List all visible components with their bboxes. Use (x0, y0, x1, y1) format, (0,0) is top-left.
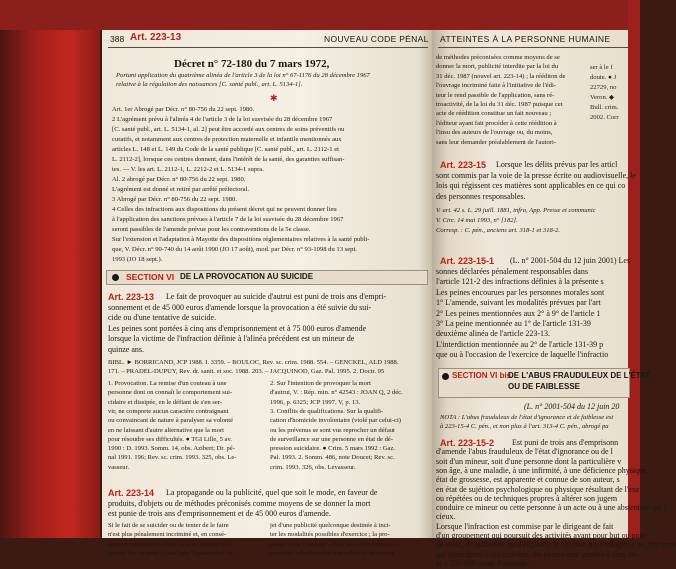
reference-line: V. Circ. 14 mai 1993, n° [182]. (436, 217, 518, 224)
right-page (432, 30, 676, 568)
annotation-line: en ne laissant d'autre alternative que la mort (108, 426, 224, 434)
annotation-line: personne dont on connaît le comportement sui- (108, 389, 233, 397)
right-top-line: 31 déc. 1987 (nouvel art. 223-14) ; la rééditon de (436, 72, 566, 80)
book-cover-edge-right (628, 0, 640, 538)
section-vi-bis-title-line: OU DE FAIBLESSE (508, 382, 581, 391)
footnote-line: lement que ce droit puisse faire légalement l'ob- (108, 549, 235, 557)
footnote-line: Si le fait de se suicider ou de tenter de le faire (108, 522, 229, 529)
annotation-line: ou convaincant de nature à paralyser sa volonté (108, 417, 234, 425)
art-223-15-1-intro: (L. n° 2001-504 du 12 juin 2001) Les (510, 256, 631, 265)
decree-title: Décret n° 72-180 du 7 mars 1972, (174, 58, 330, 70)
art-223-15-1-line: 1° L'amende, suivant les modalités prévues par l'art (436, 298, 601, 308)
decree-body-line: 2 L'agrément prévu à l'alinéa 4 de l'article 3 de la loi susvisée du 28 décembre 1967 (112, 116, 333, 123)
art-223-15-2-ref: Art. 223-15-2 (440, 438, 495, 448)
decree-body-line: Sur l'extension et l'adaptation à Mayotte des dispositions réglementaires relatives à la santé publi- (112, 236, 370, 243)
art-223-15-1-line: l'article 121-2 des infractions définies à la présente s (436, 277, 604, 287)
red-star-icon: ✱ (270, 93, 278, 103)
art-223-14-line: produits, d'objets ou de méthodes préconisés comme moyens de se donner la mort (108, 498, 371, 508)
annotation-line: 2. Sur l'intention de provoquer la mort (270, 380, 371, 387)
footnote-line: jet d'une publicité quelconque destinée à inci- (270, 522, 391, 529)
right-top-line: l'ouvrage incriminé faite à l'initiative de l'édi- (436, 82, 557, 90)
margin-note: Veron. ◆ (590, 94, 615, 101)
art-223-15-1-line: que ou à l'occasion de l'exercice de laquelle l'infractio (436, 350, 609, 360)
decree-body-line: Art. 1er Abrogé par Décr. n° 80-756 du 22 sept. 1980. (112, 106, 255, 113)
right-top-line: teur le rend passible de l'application, sans ré- (436, 91, 555, 99)
art-223-15-line: sont commis par la voie de la presse écrite ou audiovisuelle, le (436, 170, 636, 180)
art-223-14-line: La propagande ou la publicité, quel que soit le mode, en faveur de (166, 488, 378, 497)
decree-body-line: à l'application des sanctions prévues à l'article 7 de la loi susvisée du 28 décembre 1967 (112, 216, 344, 223)
art-223-15-1-line: sonnes déclarées pénalement responsables dans (436, 267, 588, 276)
art-223-13-line: cide ou d'une tentative de suicide. (108, 313, 217, 322)
annotation-line: de surveillance sur une personne en état de dé- (270, 435, 394, 443)
bibliography-line: 171. – PRADEL-DUPUY, Rev. dr. sanit. et soc. 1988. 203. – JACQUINOD, Gaz. Pal. 1995. 2. Doctr. 95 (108, 368, 385, 375)
decree-body-line: articles L. 148 et L. 149 du Code de la santé publique [C. santé publ., art. L. 2112-1 et (112, 146, 340, 153)
nota-line: à 223-15-4 C. pén., et non plus à l'art. 313-4 C. pén., abrogé pa (440, 423, 609, 430)
margin-note: 22729, no (590, 84, 617, 91)
art-223-15-2-line: d'un groupement qui poursuit des activités ayant pour but ou pour (436, 531, 647, 540)
art-223-15-2-line: et à 750 000 euros d'amende. (436, 558, 529, 568)
nota-line: NOTA : L'abus frauduleux de l'état d'ignorance et de faiblesse est (440, 414, 614, 421)
left-page (102, 30, 432, 557)
reference-line: V. art. 42 s. L. 29 juill. 1881, infra, App. Presse et communic (436, 207, 596, 214)
art-223-15-2-line: en état de sujétion psychologique ou physique résultant de l'exe (436, 484, 640, 494)
annotation-line: 1996, p. 6325; JCP 1997. V, p. 13. (270, 398, 361, 406)
section-title: DE LA PROVOCATION AU SUICIDE (180, 272, 314, 281)
header-article-ref: Art. 223-13 (130, 32, 182, 43)
decree-body-line: 3 Abrogé par Décr. n° 80-756 du 22 sept. 1980. (112, 196, 237, 203)
art-223-15-2-line: soit d'un mineur, soit d'une personne dont la particulière v (436, 456, 622, 466)
annotation-line: pour résoudre ses difficultés. ● TGI Lille, 5 av. (108, 435, 232, 443)
reference-line: Corresp. : C. pén., anciens art. 318-1 et 318-2. (436, 227, 560, 234)
section-vi-bis-title-line: DE L'ABUS FRAUDULEUX DE L'ÉTAT (508, 371, 651, 380)
margin-note: Bull. crim. (590, 104, 619, 111)
art-223-15-2-line: Est puni de trois ans d'emprisonn (512, 438, 619, 447)
footnote-line: n'est plus pénalement incriminé et, en consé- (108, 531, 227, 539)
margin-note: doute. ● J (590, 74, 617, 81)
code-title: NOUVEAU CODE PÉNAL (324, 34, 429, 44)
art-223-15-1-line: 3° La peine mentionnée au 1° de l'article 131-39 (436, 319, 591, 328)
annotation-line: cation d'homicide involontaire (violé par celui-ci) (270, 417, 401, 425)
book-cover-edge-left (0, 0, 100, 538)
annotation-line: d'autrui, V. : Rép. min. n° 42543 : JOAN Q, 2 déc. (270, 389, 403, 397)
art-223-15-2-line: de créer, de maintenir ou d'exploiter la sujétion psychologique ou physique (436, 540, 676, 550)
section-vi-bis-ref: (L. n° 2001-504 du 12 juin 20 (524, 402, 620, 411)
art-223-15-2-line: d'amende l'abus frauduleux de l'état d'ignorance ou de l (436, 447, 613, 457)
decree-body-line: seront passibles de l'amende prévue pour les contraventions de la 5e classe. (112, 226, 311, 233)
right-top-line: sans leur demander préalablement de l'autori- (436, 138, 557, 146)
book-cover-edge-top (0, 0, 640, 30)
footnote-line: quence, constitue un droit, cela ne signifie nul- (108, 540, 232, 548)
bibliography-line: BIBL. ► BORRICAND, JCP 1988. I. 3359. – BOULOC, Rev. sc. crim. 1988. 554. – GENCKEL, ALD 1988. (108, 359, 399, 366)
art-223-15-2-line: ou répétées ou de techniques propres à altérer son jugem (436, 493, 618, 503)
art-223-15-1-ref: Art. 223-15-1 (440, 256, 495, 266)
art-223-13-line: quinze ans. (108, 344, 144, 354)
art-223-15-2-line: état de grossesse, est apparente et connue de son auteur, s (436, 475, 620, 485)
decree-body-line: curatifs, et notamment aux centres de protection maternelle et infantile mentionnés aux (112, 136, 342, 143)
decree-subtitle-line: Portant application du quatrième alinéa de l'article 3 de la loi n° 67-1176 du 28 décembre 1967 (116, 72, 370, 79)
decree-body-line: tes. — V. les art. L. 2112-1, L. 2212-2 et L. 5134-1 supra. (112, 166, 264, 173)
art-223-15-line: lois qui régissent ces matières sont applicables en ce qui co (436, 181, 626, 190)
art-223-15-ref: Art. 223-15 (440, 160, 487, 170)
right-top-line: acte de réédition constitue un fait nouveau ; (436, 110, 552, 118)
section-label: SECTION VI (126, 272, 175, 282)
art-223-15-2-line: son âge, à une maladie, à une infirmité, à une déficience physique (436, 465, 647, 475)
art-223-15-2-line: conduire ce mineur ou cette personne à un acte ou à une abstention qui l (436, 503, 667, 513)
right-top-line: troactivité, de la loi du 31 déc. 1987 puisque cet (436, 101, 563, 108)
footnote-line: ter les modalités possibles d'exercice ; la pro- (270, 531, 390, 539)
art-223-13-line: sonnement et de 45 000 euros d'amende lorsque la provocation a été suivie du sui- (108, 302, 372, 312)
bullet-icon (442, 373, 449, 380)
decree-body-line: 4 Celles des infractions aux dispositions du présent décret qui ne peuvent donner lieu (112, 206, 337, 213)
right-top-line: l'insu des auteurs de l'ouvrage ou, du moins, (436, 129, 553, 137)
annotation-line: 1. Provocation. La remise d'un couteau à une (108, 380, 227, 387)
art-223-14-ref: Art. 223-14 (108, 488, 155, 498)
art-223-13-line: lorsque la victime de l'infraction définie à l'alinéa précédent est un mineur de (108, 334, 355, 343)
decree-body-line: que, V. Décr. n° 90-740 du 14 août 1990 (JO 17 août), mod. par Décr. n° 93-1098 du 13 sept. (112, 246, 357, 253)
page-number: 388 (110, 34, 125, 44)
decree-body-line: L. 2112-2], lorsque ces centres donnent, dans l'intérêt de la santé, des garanties suffisan- (112, 156, 345, 163)
header-rule (108, 47, 428, 48)
art-223-15-1-line: 2° Les peines mentionnées aux 2° à 9° de l'article 1 (436, 308, 601, 318)
art-223-15-2-line: cieux. (436, 512, 456, 522)
decree-subtitle-line: relative à la régulation des naissances [C. santé publ., art. L. 5134-1]. (116, 81, 303, 88)
running-title: ATTEINTES À LA PERSONNE HUMAINE (440, 34, 611, 44)
art-223-15-1-line: L'interdiction mentionnée au 2° de l'article 131-39 p (436, 339, 604, 349)
art-223-15-2-line: Lorsque l'infraction est commise par le dirigeant de fait (436, 521, 614, 531)
art-223-13-line: Les peines sont portées à cinq ans d'emprisonnement et à 75 000 euros d'amende (108, 323, 367, 333)
annotation-line: cidaire et dissipée, en le défiant de s'en ser- (108, 398, 223, 406)
art-223-15-2-line: qui participent à ces activités, les peines sont portées à cinq ans (436, 549, 639, 559)
art-223-15-line: Lorsque les délits prévus par les articl (496, 160, 618, 169)
right-top-line: donner la mort, publicité interdite par la loi du (436, 63, 559, 71)
annotation-line: 1990 : D. 1993. Somm. 14, obs. Azibert; Dr. pé- (108, 445, 235, 453)
annotation-line: vasseur. (108, 463, 130, 471)
footnote-line: priété 10 de l'ouvrage « Suicide mode d'emploi » (270, 540, 400, 548)
art-223-14-line: est punie de trois ans d'emprisonnement et de 45 000 euros d'amende. (108, 509, 331, 518)
right-top-line: de méthodes préconisées comme moyens de se (436, 54, 560, 61)
decree-body-line: 1993 (JO 18 sept.). (112, 256, 163, 263)
annotation-line: nal 1991. 196; Rev. sc. crim. 1993. 325, obs. Le- (108, 454, 237, 462)
annotation-line: 3. Conflits de qualifications. Sur la qualifi- (270, 407, 384, 415)
right-top-line: l'éditeur ayant fait procéder à cette réédition à (436, 119, 557, 127)
footnote-line: constitue effectivement une publicité en faveur (270, 549, 394, 557)
decree-body-line: Al. 2 abrogé par Décr. n° 80-756 du 22 sept. 1980. (112, 176, 246, 183)
annotation-line: vir, ne comporte aucun caractère contraignant (108, 407, 229, 415)
annotation-line: ou les prévenus se sont vus reprocher un défaut (270, 426, 395, 434)
annotation-line: crim. 1993. 326, obs. Levasseur. (270, 463, 356, 471)
annotation-line: Pal. 1993. 2. Somm. 486, note Doucet; Rev. sc. (270, 454, 395, 462)
decree-body-line: L'agrément est donné et retiré par arrêté préfectoral. (112, 186, 250, 193)
annotation-line: pression suicidaire. ● Crim. 5 mars 1992 : Gaz. (270, 445, 396, 453)
art-223-15-1-line: Les peines encourues par les personnes morales sont (436, 287, 605, 297)
decree-body-line: [C. santé publ., art. L. 5134-1, al. 2] peut être accordé aux centres de soins préventifs ou (112, 126, 345, 133)
right-header-rule (438, 47, 628, 48)
art-223-13-ref: Art. 223-13 (108, 292, 155, 302)
section-vi-bis-label: SECTION VI bis (452, 371, 512, 380)
art-223-15-1-line: deuxième alinéa de l'article 223-13. (436, 329, 551, 339)
margin-note: 2002. Corr (590, 114, 619, 121)
art-223-13-line: Le fait de provoquer au suicide d'autrui est puni de trois ans d'empri- (166, 292, 387, 301)
bullet-icon (112, 274, 119, 281)
margin-note: ser à le f (590, 64, 613, 71)
art-223-15-line: des personnes responsables. (436, 191, 526, 201)
